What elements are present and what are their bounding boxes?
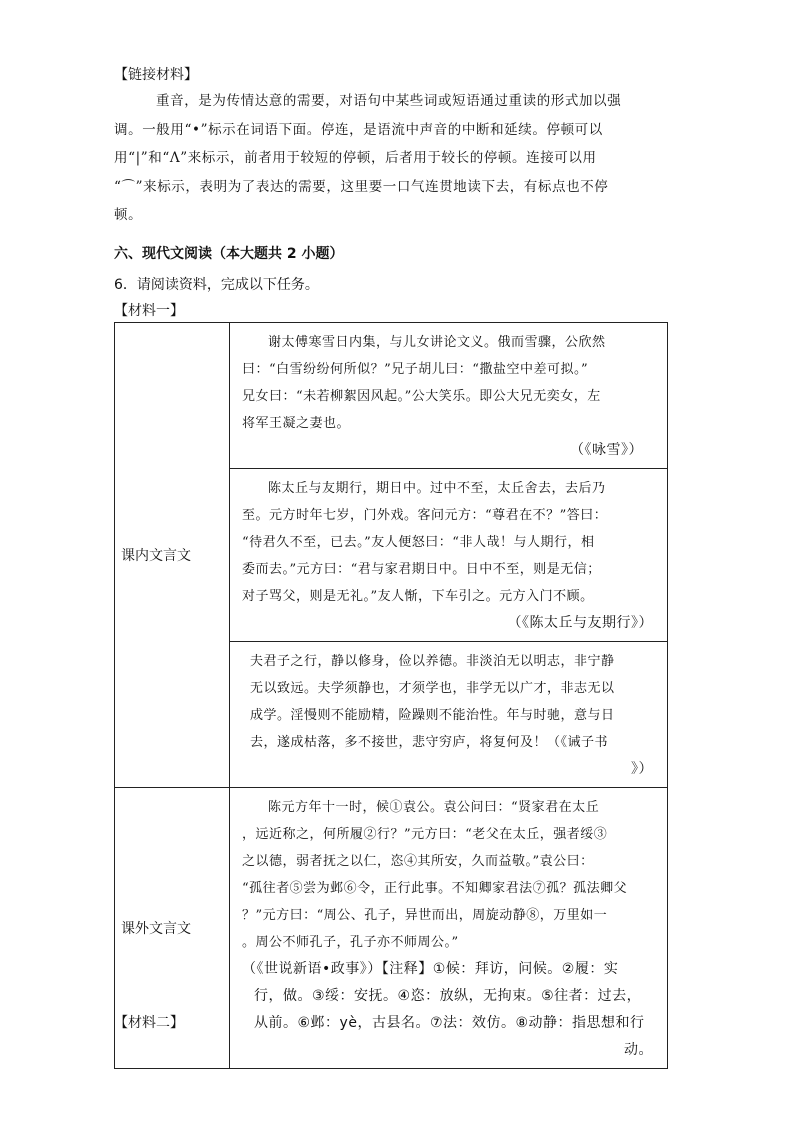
link-material-body xyxy=(114,87,674,230)
chentaiqiu-source: （《陈太丘与友期行》） xyxy=(507,615,653,631)
extra-text xyxy=(230,788,667,1068)
material-two-label: 【材料二】 xyxy=(114,1015,184,1031)
chentaiqiu-line: 委而去。”元方曰：“君与家君期日中。日中不至，则是无信； xyxy=(242,562,601,577)
jiezishu-line: 去，遂成枯落，多不接世，悲守穷庐，将复何及！（《诫子书 xyxy=(250,735,609,750)
extra-line: 陈元方年十一时，候①袁公。袁公问曰：“贤家君在太丘 xyxy=(268,800,600,815)
extra-note-line: （《世说新语•政事》）【注释】①候：拜访，问候。②履：实 xyxy=(242,961,619,977)
cell-chentaiqiu xyxy=(230,469,668,642)
extra-note-line: 从前。⑥邺：yè，古县名。⑦法：效仿。⑧动静：指思想和行 xyxy=(254,1015,645,1031)
extra-note-tail: 动。 xyxy=(624,1042,653,1058)
link-material-heading: 【链接材料】 xyxy=(114,67,198,83)
yongxue-text xyxy=(230,323,667,468)
jiezishu-line: 无以致远。夫学须静也，才须学也，非学无以广才，非志无以 xyxy=(250,681,615,696)
yongxue-line: 谢太傅寒雪日内集，与儿女讲论文义。俄而雪骤，公欣然 xyxy=(268,335,606,350)
extra-line: ，远近称之，何所履②行？”元方曰：“老父在太丘，强者绥③ xyxy=(242,827,608,842)
question-6: 6．请阅读资料，完成以下任务。 xyxy=(114,277,319,293)
jiezishu-source-tail: 》） xyxy=(631,761,653,777)
chentaiqiu-line: 对子骂父，则是无礼。”友人惭，下车引之。元方入门不顾。 xyxy=(242,589,594,604)
row-label-extra: 课外文言文 xyxy=(115,788,230,1069)
extra-line: “孤往者⑤尝为邺⑥令，正行此事。不知卿家君法⑦孤？孤法卿父 xyxy=(242,881,628,896)
jiezishu-text xyxy=(230,642,667,787)
cell-yongxue xyxy=(230,323,668,469)
extra-note-line: 行，做。③绥：安抚。④恣：放纵，无拘束。⑤往者：过去， xyxy=(254,988,642,1004)
table-row xyxy=(115,323,668,469)
table-row xyxy=(115,788,668,1069)
chentaiqiu-line: “待君久不至，已去。”友人便怒曰：“非人哉！与人期行，相 xyxy=(242,535,595,550)
link-material-line: 顿。 xyxy=(114,207,143,223)
jiezishu-line: 成学。淫慢则不能励精，险躁则不能治性。年与时驰，意与日 xyxy=(250,708,615,723)
jiezishu-line: 夫君子之行，静以修身，俭以养德。非淡泊无以明志，非宁静 xyxy=(250,654,615,669)
section-title: 六、现代文阅读（本大题共 2 小题） xyxy=(114,246,344,262)
link-material-line: “⌒”来标示，表明为了表达的需要，这里要一口气连贯地读下去，有标点也不停 xyxy=(114,178,609,195)
chentaiqiu-line: 至。元方时年七岁，门外戏。客问元方：“尊君在不？”答曰： xyxy=(242,508,608,523)
yongxue-line: 兄女曰：“未若柳絮因风起。”公大笑乐。即公大兄无奕女，左 xyxy=(242,389,601,404)
link-material-line: 调。一般用“•”标示在词语下面。停连，是语流中声音的中断和延续。停顿可以 xyxy=(114,121,603,138)
extra-line: 之以德，弱者抚之以仁，恣④其所安，久而益敬。”袁公曰： xyxy=(242,854,594,869)
extra-line: 。周公不师孔子，孔子亦不师周公。” xyxy=(242,935,459,950)
chentaiqiu-line: 陈太丘与友期行，期日中。过中不至，太丘舍去，去后乃 xyxy=(268,481,606,496)
yongxue-line: 将军王凝之妻也。 xyxy=(242,416,351,431)
link-material-line: 重音，是为传情达意的需要，对语句中某些词或短语通过重读的形式加以强 xyxy=(156,93,622,109)
cell-extra xyxy=(230,788,668,1069)
yongxue-source: （《咏雪》） xyxy=(570,442,643,458)
material-table xyxy=(114,322,668,1069)
row-label-in-class: 课内文言文 xyxy=(115,323,230,788)
material-one-label: 【材料一】 xyxy=(114,303,184,319)
yongxue-line: 曰：“白雪纷纷何所似？”兄子胡儿曰：“撒盐空中差可拟。” xyxy=(242,362,589,377)
link-material-line: 用“|”和“Λ”来标示，前者用于较短的停顿，后者用于较长的停顿。连接可以用 xyxy=(114,150,597,166)
chentaiqiu-text xyxy=(230,469,667,641)
extra-line: ？”元方曰：“周公、孔子，异世而出，周旋动静⑧，万里如一 xyxy=(242,908,608,923)
cell-jiezishu xyxy=(230,642,668,788)
